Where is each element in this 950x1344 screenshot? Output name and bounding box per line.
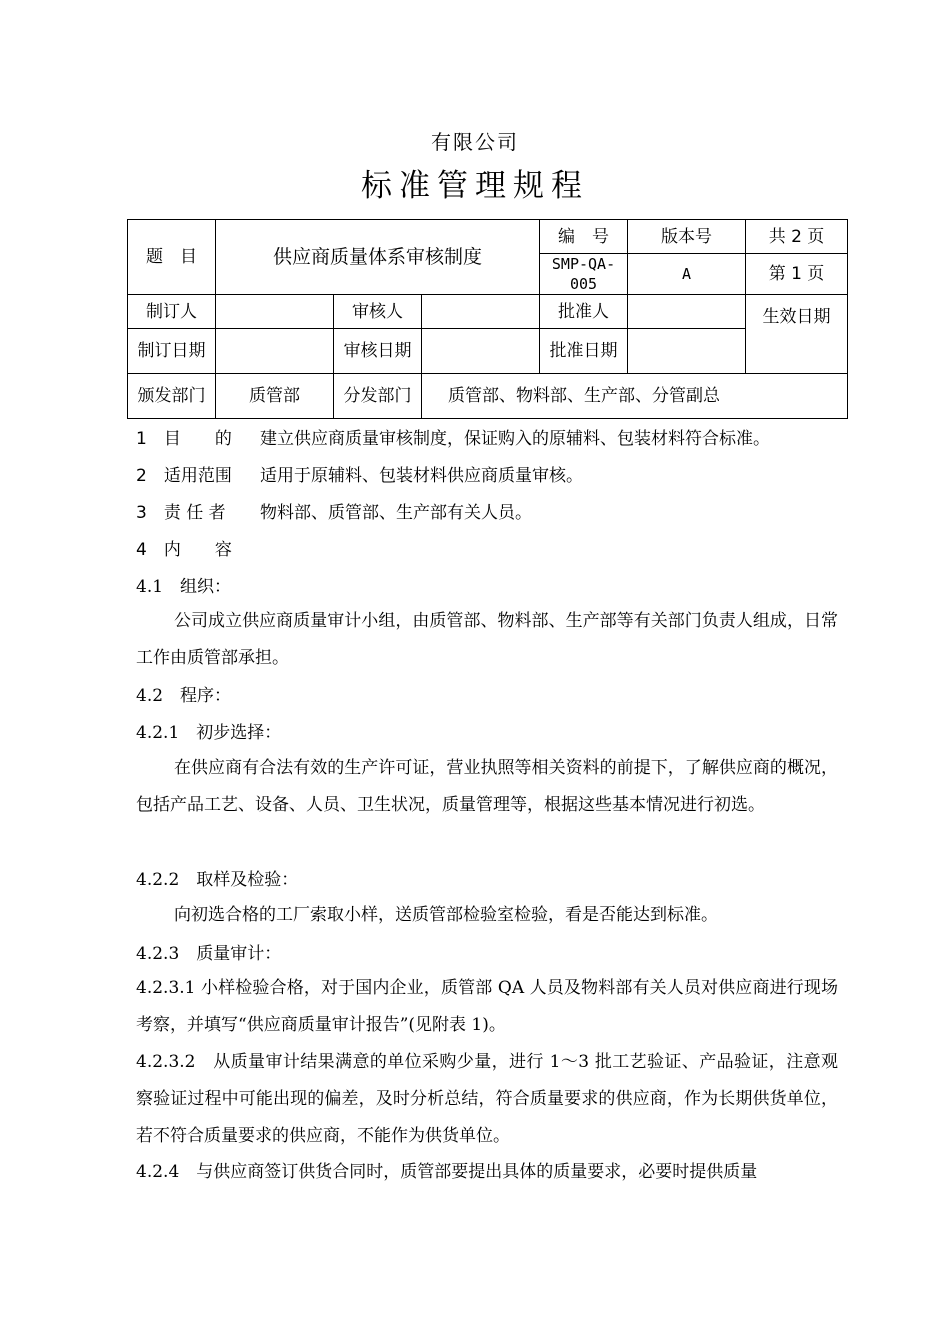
- paragraph-4-2-4: 4.2.4 与供应商签订供货合同时，质管部要提出具体的质量要求，必要时提供质量: [136, 1162, 758, 1182]
- issuing-dept-label: 颁发部门: [128, 374, 216, 419]
- section-label: 1 目 的: [136, 429, 232, 449]
- issuing-dept-value: 质管部: [216, 374, 334, 419]
- approve-date-label: 批准日期: [540, 329, 628, 374]
- version-value: A: [628, 254, 746, 295]
- section-text: 适用于原辅料、包装材料供应商质量审核。: [260, 466, 583, 486]
- paragraph-4-2-1: 在供应商有合法有效的生产许可证，营业执照等相关资料的前提下，了解供应商的概况，包括产品工艺、设备、人员、卫生状况，质量管理等，根据这些基本情况进行初选。: [136, 758, 838, 815]
- heading-4-2-1: 4.2.1 初步选择：: [136, 723, 282, 743]
- distribution-dept-value: 质管部、物料部、生产部、分管副总: [422, 374, 848, 419]
- page-current: 第 1 页: [746, 254, 848, 295]
- section-label: 3 责 任 者: [136, 503, 226, 523]
- distribution-dept-label: 分发部门: [334, 374, 422, 419]
- paragraph-4-2-3-1: 4.2.3.1 小样检验合格，对于国内企业，质管部 QA 人员及物料部有关人员对供应商进行现场考察，并填写“供应商质量审计报告”(见附表 1)。: [136, 978, 838, 1035]
- heading-4-1: 4.1 组织：: [136, 577, 232, 597]
- heading-4-2-2: 4.2.2 取样及检验：: [136, 870, 299, 890]
- pages-total: 共 2 页: [746, 220, 848, 254]
- review-date-label: 审核日期: [334, 329, 422, 374]
- section-scope: [136, 466, 583, 486]
- drafter-value: [216, 295, 334, 329]
- review-date-value: [422, 329, 540, 374]
- code-label: 编 号: [540, 220, 628, 254]
- section-responsible: [136, 503, 532, 523]
- section-purpose: [136, 429, 770, 449]
- heading-4-2: 4.2 程序：: [136, 686, 232, 706]
- document-title: 标准管理规程: [361, 168, 589, 204]
- approver-label: 批准人: [540, 295, 628, 329]
- code-value: SMP-QA-005: [540, 254, 628, 295]
- reviewer-label: 审核人: [334, 295, 422, 329]
- subject-label: 题 目: [128, 220, 216, 295]
- subject-value: 供应商质量体系审核制度: [216, 220, 540, 295]
- version-label: 版本号: [628, 220, 746, 254]
- approve-date-value: [628, 329, 746, 374]
- section-text: 建立供应商质量审核制度，保证购入的原辅料、包装材料符合标准。: [260, 429, 770, 449]
- approver-value: [628, 295, 746, 329]
- section-content: [136, 540, 260, 560]
- paragraph-4-2-2: 向初选合格的工厂索取小样，送质管部检验室检验，看是否能达到标准。: [174, 905, 718, 925]
- section-text: 物料部、质管部、生产部有关人员。: [260, 503, 532, 523]
- paragraph-4-1: 公司成立供应商质量审计小组，由质管部、物料部、生产部等有关部门负责人组成，日常工作由质管部承担。: [136, 611, 838, 668]
- draft-date-value: [216, 329, 334, 374]
- document-info-table: [127, 219, 848, 419]
- company-name: 有限公司: [431, 130, 519, 154]
- drafter-label: 制订人: [128, 295, 216, 329]
- heading-4-2-3: 4.2.3 质量审计：: [136, 944, 282, 964]
- effective-date-label: 生效日期: [746, 295, 848, 374]
- draft-date-label: 制订日期: [128, 329, 216, 374]
- section-label: 4 内 容: [136, 540, 232, 560]
- section-label: 2 适用范围: [136, 466, 232, 486]
- reviewer-value: [422, 295, 540, 329]
- paragraph-4-2-3-2: 4.2.3.2 从质量审计结果满意的单位采购少量，进行 1～3 批工艺验证、产品验证，注意观察验证过程中可能出现的偏差，及时分析总结，符合质量要求的供应商，作为长期供货单位，若不符合质量要求的供应商，不能作为供货单位。: [136, 1052, 838, 1146]
